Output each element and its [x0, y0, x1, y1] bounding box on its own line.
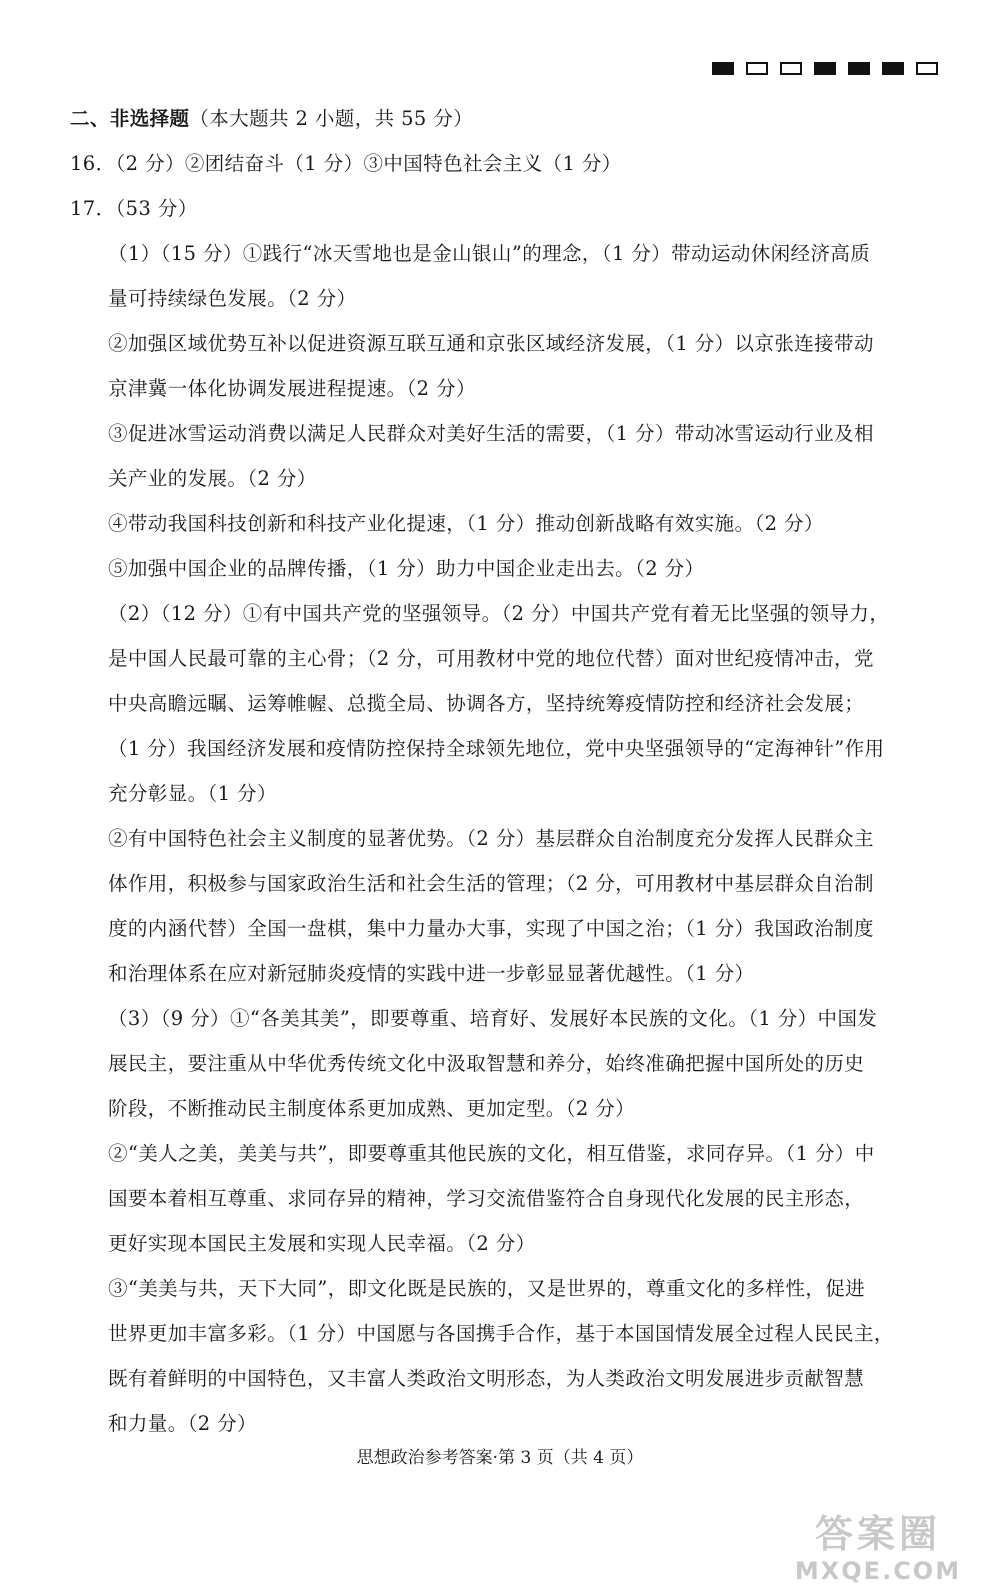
section-heading — [70, 96, 942, 141]
registration-mark — [882, 62, 904, 75]
answer-line: 关产业的发展。（2 分） — [108, 467, 317, 490]
answer-line: ⑤加强中国企业的品牌传播，（1 分）助力中国企业走出去。（2 分） — [108, 557, 705, 580]
site-watermark — [778, 1511, 978, 1591]
answer-line: ②加强区域优势互补以促进资源互联互通和京张区域经济发展，（1 分）以京张连接带动 — [108, 332, 874, 355]
answer-line: 是中国人民最可靠的主心骨；（2 分，可用教材中党的地位代替）面对世纪疫情冲击，党 — [108, 647, 874, 670]
answer-line: 和治理体系在应对新冠肺炎疫情的实践中进一步彰显显著优越性。（1 分） — [108, 962, 755, 985]
answer-line: 量可持续绿色发展。（2 分） — [108, 287, 357, 310]
answer-line: 国要本着相互尊重、求同存异的精神，学习交流借鉴符合自身现代化发展的民主形态， — [108, 1187, 865, 1210]
answer-line: （1 分）我国经济发展和疫情防控保持全球领先地位，党中央坚强领导的“定海神针”作用 — [108, 737, 885, 760]
answer-line: 17．（53 分） — [70, 197, 198, 220]
page-footer: 思想政治参考答案·第 3 页（共 4 页） — [356, 1448, 644, 1468]
section-title: 二、非选择题 — [70, 107, 190, 130]
registration-mark — [848, 62, 870, 75]
answer-line: ②“美人之美，美美与共”，即要尊重其他民族的文化，相互借鉴，求同存异。（1 分）中 — [108, 1142, 875, 1165]
answer-line: 既有着鲜明的中国特色，又丰富人类政治文明形态，为人类政治文明发展进步贡献智慧 — [108, 1367, 865, 1390]
answer-line: 阶段，不断推动民主制度体系更加成熟、更加定型。（2 分） — [108, 1097, 636, 1120]
answer-line: 度的内涵代替）全国一盘棋，集中力量办大事，实现了中国之治；（1 分）我国政治制度 — [108, 917, 874, 940]
answer-line: 展民主，要注重从中华优秀传统文化中汲取智慧和养分，始终准确把握中国所处的历史 — [108, 1052, 865, 1075]
registration-mark — [746, 62, 768, 75]
answer-line: （2）（12 分）①有中国共产党的坚强领导。（2 分）中国共产党有着无比坚强的领导力， — [108, 602, 890, 625]
section-note: （本大题共 2 小题，共 55 分） — [189, 107, 474, 130]
watermark-url: MXQE.COM — [794, 1557, 962, 1585]
answer-line: 世界更加丰富多彩。（1 分）中国愿与各国携手合作，基于本国国情发展全过程人民民主， — [108, 1322, 894, 1345]
answer-line: 16．（2 分）②团结奋斗（1 分）③中国特色社会主义（1 分） — [70, 152, 622, 175]
answer-line: ④带动我国科技创新和科技产业化提速，（1 分）推动创新战略有效实施。（2 分） — [108, 512, 824, 535]
answer-line: 京津冀一体化协调发展进程提速。（2 分） — [108, 377, 476, 400]
answer-line: 充分彰显。（1 分） — [108, 782, 277, 805]
answer-content — [70, 96, 942, 1446]
answer-line: 更好实现本国民主发展和实现人民幸福。（2 分） — [108, 1232, 536, 1255]
answer-line: （3）（9 分）①“各美其美”，即要尊重、培育好、发展好本民族的文化。（1 分）中国发 — [108, 1007, 878, 1030]
answer-line: ②有中国特色社会主义制度的显著优势。（2 分）基层群众自治制度充分发挥人民群众主 — [108, 827, 874, 850]
header-registration-marks — [712, 62, 938, 75]
answer-line: ③促进冰雪运动消费以满足人民群众对美好生活的需要，（1 分）带动冰雪运动行业及相 — [108, 422, 874, 445]
registration-mark — [814, 62, 836, 75]
registration-mark — [780, 62, 802, 75]
answer-line: 和力量。（2 分） — [108, 1412, 257, 1435]
answer-line: ③“美美与共，天下大同”，即文化既是民族的，又是世界的，尊重文化的多样性，促进 — [108, 1277, 866, 1300]
watermark-logo-text: 答案圈 — [814, 1512, 941, 1556]
registration-mark — [712, 62, 734, 75]
registration-mark — [916, 62, 938, 75]
answer-line: 体作用，积极参与国家政治生活和社会生活的管理；（2 分，可用教材中基层群众自治制 — [108, 872, 874, 895]
answer-line: （1）（15 分）①践行“冰天雪地也是金山银山”的理念，（1 分）带动运动休闲经济高质 — [108, 242, 871, 265]
answer-line: 中央高瞻远瞩、运筹帷幄、总揽全局、协调各方，坚持统筹疫情防控和经济社会发展； — [108, 692, 865, 715]
